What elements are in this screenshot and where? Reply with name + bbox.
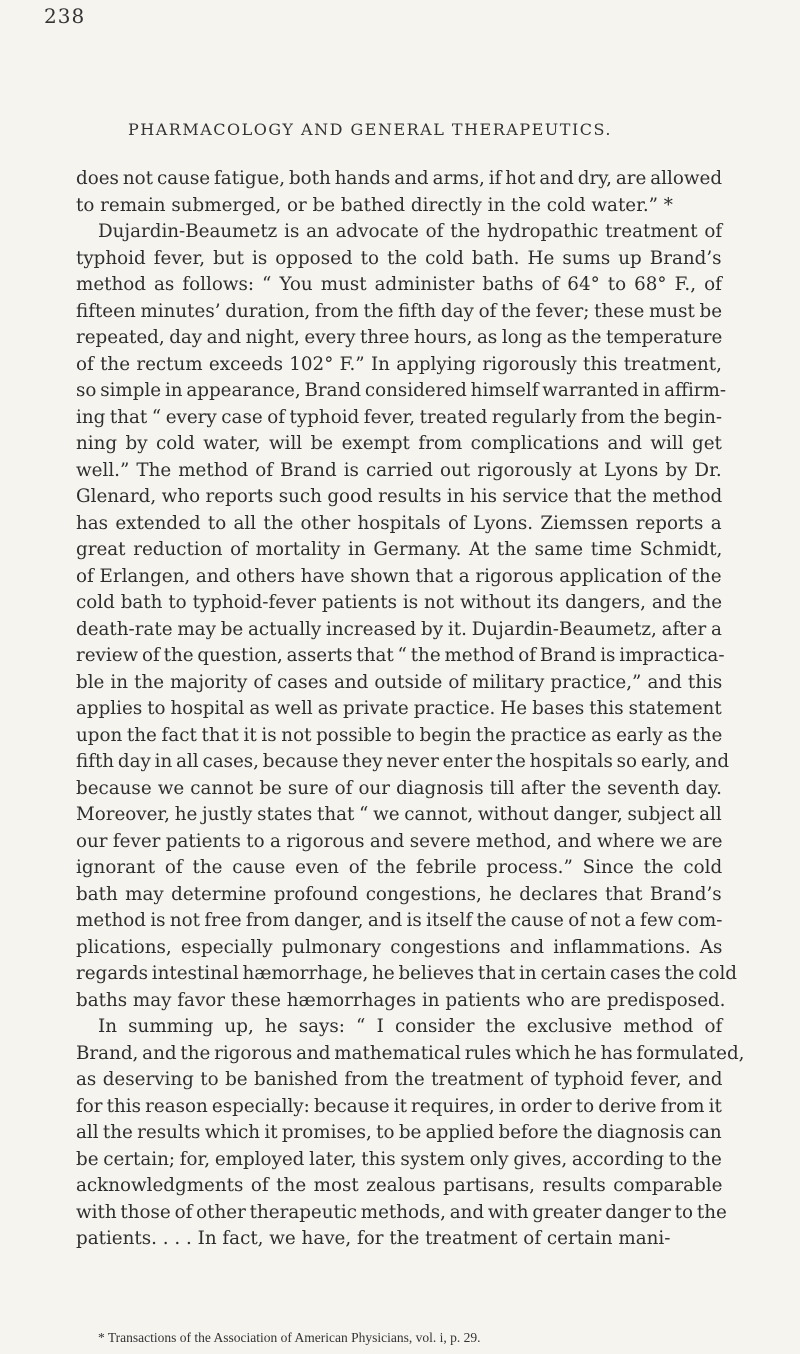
body-line: does not cause fatigue, both hands and arms, if hot and dry, are allowed <box>76 168 723 189</box>
body-line: with those of other therapeutic methods, and with greater danger to the <box>76 1201 727 1223</box>
body-line: bath may determine profound congestions, he declares that Brand’s <box>76 883 722 905</box>
body-line: of Erlangen, and others have shown that a rigorous application of the <box>76 565 722 587</box>
body-line: baths may favor these hæmorrhages in patients who are predisposed. <box>76 989 726 1011</box>
body-line: plications, especially pulmonary congestions and inflammations. As <box>76 936 723 958</box>
body-line: because we cannot be sure of our diagnosis till after the seventh day. <box>76 777 722 799</box>
body-line: of the rectum exceeds 102° F.” In applying rigorously this treatment, <box>76 353 722 375</box>
body-line: our fever patients to a rigorous and severe method, and where we are <box>76 830 723 852</box>
body-line: to remain submerged, or be bathed directly in the cold water.” * <box>76 194 673 216</box>
page-number: 238 <box>44 4 86 28</box>
body-line: has extended to all the other hospitals of Lyons. Ziemssen reports a <box>76 512 722 534</box>
body-line: Moreover, he justly states that “ we cannot, without danger, subject all <box>76 804 722 825</box>
body-line: all the results which it promises, to be applied before the diagnosis can <box>76 1122 722 1143</box>
body-line: death-rate may be actually increased by it. Dujardin-Beaumetz, after a <box>76 618 722 640</box>
footnote: * Transactions of the Association of American Physicians, vol. i, p. 29. <box>98 1330 481 1345</box>
body-line: patients. . . . In fact, we have, for the treatment of certain mani- <box>76 1228 671 1249</box>
body-line: great reduction of mortality in Germany. At the same time Schmidt, <box>76 539 723 560</box>
body-line: ning by cold water, will be exempt from complications and will get <box>76 433 722 454</box>
body-line: regards intestinal hæmorrhage, he believes that in certain cases the cold <box>76 963 738 984</box>
body-line: In summing up, he says: “ I consider the exclusive method of <box>98 1016 723 1037</box>
body-line: well.” The method of Brand is carried out rigorously at Lyons by Dr. <box>76 459 722 481</box>
body-line: for this reason especially: because it requires, in order to derive from it <box>76 1095 722 1117</box>
body-line: Brand, and the rigorous and mathematical rules which he has formulated, <box>76 1042 745 1064</box>
body-line: ignorant of the cause even of the febrile process.” Since the cold <box>76 857 723 878</box>
body-line: ble in the majority of cases and outside of military practice,” and this <box>76 671 723 693</box>
body-line: be certain; for, employed later, this system only gives, according to the <box>76 1148 722 1170</box>
body-line: Glenard, who reports such good results in his service that the method <box>76 486 723 507</box>
body-line: method as follows: “ You must administer baths of 64° to 68° F., of <box>76 274 722 295</box>
body-line: method is not free from danger, and is itself the cause of not a few com- <box>76 910 723 931</box>
running-head: PHARMACOLOGY AND GENERAL THERAPEUTICS. <box>128 120 612 139</box>
body-line: fifth day in all cases, because they never enter the hospitals so early, and <box>76 751 730 772</box>
body-line: cold bath to typhoid-fever patients is not without its dangers, and the <box>76 592 723 613</box>
body-line: as deserving to be banished from the treatment of typhoid fever, and <box>76 1069 723 1090</box>
body-line: upon the fact that it is not possible to begin the practice as early as the <box>76 724 723 746</box>
body-line: review of the question, asserts that “ the method of Brand is impractica- <box>76 645 725 666</box>
body-line: ing that “ every case of typhoid fever, treated regularly from the begin- <box>76 406 723 428</box>
body-line: typhoid fever, but is opposed to the cold bath. He sums up Brand’s <box>76 247 722 269</box>
body-line: so simple in appearance, Brand considered himself warranted in affirm- <box>76 380 727 401</box>
body-line: acknowledgments of the most zealous partisans, results comparable <box>76 1175 723 1196</box>
body-line: applies to hospital as well as private practice. He bases this statement <box>76 698 722 719</box>
body-line: fifteen minutes’ duration, from the fifth day of the fever; these must be <box>76 300 723 322</box>
body-line: repeated, day and night, every three hours, as long as the temperature <box>76 327 723 348</box>
body-line: Dujardin-Beaumetz is an advocate of the hydropathic treatment of <box>98 221 723 242</box>
